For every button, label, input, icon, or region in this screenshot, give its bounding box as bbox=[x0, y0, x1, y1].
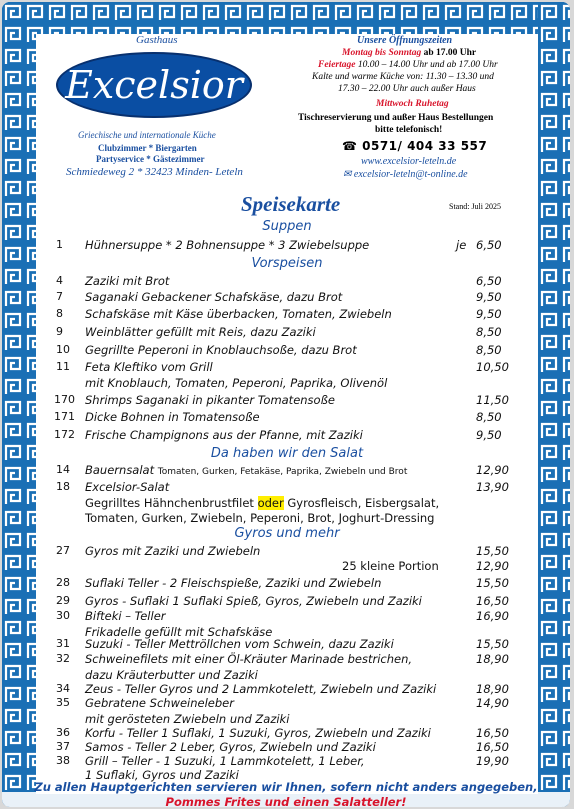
stand-date: Stand: Juli 2025 bbox=[449, 202, 502, 211]
rest-day: Mittwoch Ruhetag bbox=[376, 99, 449, 109]
section-gyros: Gyros und mehr bbox=[234, 526, 340, 541]
section-suppen: Suppen bbox=[262, 219, 312, 234]
hours-title: Unsere Öffnungszeiten bbox=[357, 35, 453, 46]
hours-line-2: Feiertage 10.00 – 14.00 Uhr und ab 17.00 Uhr bbox=[318, 60, 498, 70]
section-salat: Da haben wir den Salat bbox=[210, 446, 364, 461]
menu-content: Gasthaus Excelsior Griechische und internationale Küche Clubzimmer * Biergarten Partyservice * Gästezimmer Schmiedeweg 2 * 32423 Minden- Leteln Unsere Öffnungszeiten Montag bis Sonntag ab 17.00 Uhr Feiertage 10.00 – 14.00 Uhr und ab 17.00 Uhr Kalte und warme Küche von: 11.30 – 13.30 und 17.30 – 22.00 Uhr auch außer Haus Mittwoch Ruhetag Tischreservierung und außer Haus Bestellungen bitte telefonisch! ☎ 0571/ 404 33 557 www.excelsior-leteln.de ✉ excelsior-leteln@t-online.de Speisekarte Stand: Juli 2025 Suppen 1 Hühnersuppe * 2 Bohnensuppe * 3 Zwiebelsuppe je 6,50 Vorspeisen 4 Zaziki mit Brot 6,50 7 Saganaki Gebackener Schafskäse, dazu Brot 9,50 8 Schafskäse mit Käse überbacken, Tomaten, Zwiebeln 9,50 9 Weinblätter gefüllt mit Reis, dazu Zaziki 8,50 10 Gegrillte Peperoni in Knoblauchsoße, dazu Brot 8,50 11 Feta Kleftiko vom Grill 10,50 mit Knoblauch, Tomaten, Peperoni, Paprika, Olivenöl 170 Shrimps Saganaki in pikanter Tomatensoße 11,50 171 Dicke Bohnen in Tomatensoße 8,50 172 Frische Champignons aus der Pfanne, mit Zaziki 9,50 Da haben wir den Salat 14 Bauernsalat Tomaten, Gurken, Fetakäse, Paprika, Zwiebeln und Brot 12,90 18 Excelsior-Salat 13,90 Gegrilltes Hähnchenbrustfilet oder Gyrosfleisch, Eisbergsalat, Tomaten, Gurken, Zwiebeln, Peperoni, Brot, Joghurt-Dressing Gyros und mehr 27 Gyros mit Zaziki und Zwiebeln 15,50 25 kleine Portion 12,90 28 Suflaki Teller - 2 Fleischspieße, Zaziki und Zwiebeln 15,50 29 Gyros - Suflaki 1 Suflaki Spieß, Gyros, Zwiebeln und Zaziki 16,50 30 Bifteki – Teller 16,90 Frikadelle gefüllt mit Schafskäse 31 Suzuki - Teller Mettröllchen vom Schwein, dazu Zaziki 15,50 32 Schweinefilets mit einer Öl-Kräuter Marinade bestrichen, 18,90 dazu Kräuterbutter und Zaziki 34 Zeus - Teller Gyros und 2 Lammkotelett, Zwiebeln und Zaziki 18,90 35 Gebratene Schweineleber 14,90 mit gerösteten Zwiebeln und Zaziki 36 Korfu - Teller 1 Suflaki, 1 Suzuki, Gyros, Zwiebeln und Zaziki 16,50 37 Samos - Teller 2 Leber, Gyros, Zwiebeln und Zaziki 16,50 38 Grill – Teller - 1 Suzuki, 1 Lammkotelett, 1 Leber, 19,90 1 Suflaki, Gyros und Zaziki bbox=[36, 34, 538, 794]
mail-icon: ✉ bbox=[343, 169, 354, 180]
phone-icon: ☎ bbox=[342, 139, 363, 153]
phone: ☎ 0571/ 404 33 557 bbox=[342, 139, 488, 153]
address: Schmiedeweg 2 * 32423 Minden- Leteln bbox=[66, 166, 243, 178]
gasthaus-label: Gasthaus bbox=[136, 34, 178, 46]
reservation-line-1: Tischreservierung und außer Haus Bestellungen bbox=[298, 113, 494, 123]
menu-page bbox=[2, 2, 570, 807]
footer-line-1: Zu allen Hauptgerichten servieren wir Ihnen, sofern nicht anders angegeben, bbox=[34, 780, 538, 794]
website-link[interactable]: www.excelsior-leteln.de bbox=[361, 156, 457, 167]
hours-line-4: 17.30 – 22.00 Uhr auch außer Haus bbox=[338, 84, 476, 94]
menu-title: Speisekarte bbox=[241, 192, 341, 216]
reservation-line-2: bitte telefonisch! bbox=[375, 125, 443, 135]
logo-text: Excelsior bbox=[65, 63, 243, 107]
hours-line-3: Kalte und warme Küche von: 11.30 – 13.30 und bbox=[312, 72, 494, 82]
services-line-1: Clubzimmer * Biergarten bbox=[98, 143, 197, 153]
email-link[interactable]: ✉ excelsior-leteln@t-online.de bbox=[343, 169, 468, 180]
left-border bbox=[2, 2, 36, 807]
section-vorspeisen: Vorspeisen bbox=[251, 256, 323, 271]
footer-line-2: Pommes Frites und einen Salatteller! bbox=[165, 795, 407, 807]
hours-line-1: Montag bis Sonntag ab 17.00 Uhr bbox=[342, 48, 477, 58]
right-border bbox=[538, 2, 570, 807]
services-line-2: Partyservice * Gästezimmer bbox=[96, 154, 205, 164]
tagline: Griechische und internationale Küche bbox=[78, 130, 216, 140]
logo bbox=[56, 52, 252, 118]
top-border bbox=[2, 2, 570, 34]
